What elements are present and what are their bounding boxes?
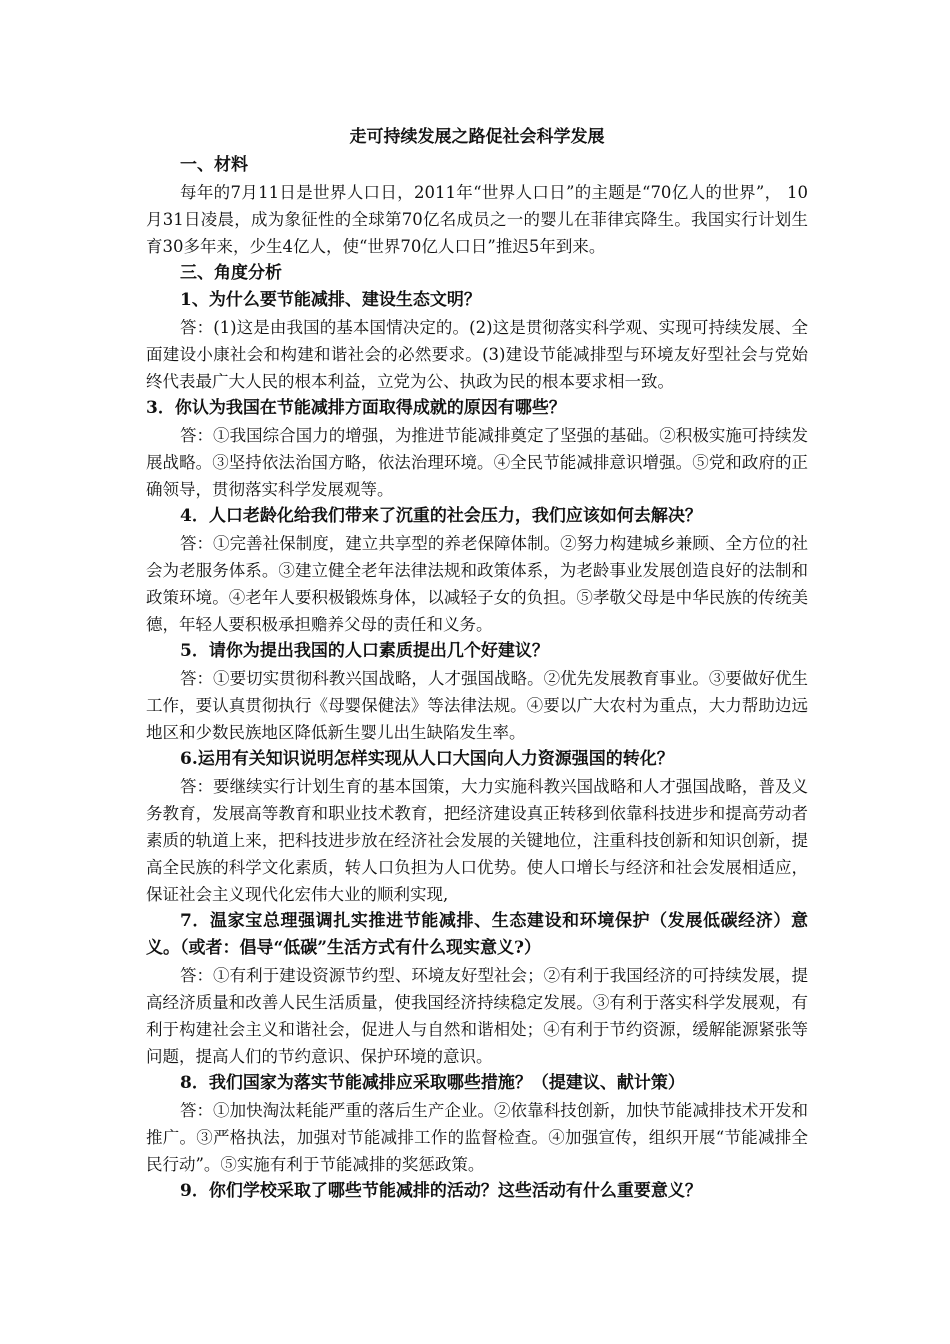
- question-9: 9．你们学校采取了哪些节能减排的活动？这些活动有什么重要意义？: [180, 1181, 702, 1201]
- question-5: 5．请你为提出我国的人口素质提出几个好建议？: [180, 641, 549, 661]
- question-3: 3．你认为我国在节能减排方面取得成就的原因有哪些？: [146, 398, 566, 418]
- document-title: 走可持续发展之路促社会科学发展: [349, 127, 605, 147]
- question-4: 4．人口老龄化给我们带来了沉重的社会压力，我们应该如何去解决？: [180, 506, 702, 526]
- answer-8: 答：①加快淘汰耗能严重的落后生产企业。②依靠科技创新，加快节能减排技术开发和推广。③严格执法，加强对节能减排工作的监督检查。④加强宣传，组织开展“节能减排全民行动”。⑤实施有利于节能减排的奖惩政策。: [146, 1101, 808, 1174]
- section-heading-analysis: 三、角度分析: [180, 263, 282, 283]
- question-8: 8．我们国家为落实节能减排应采取哪些措施？（提建议、献计策）: [180, 1073, 685, 1093]
- question-7: 7．温家宝总理强调扎实推进节能减排、生态建设和环境保护（发展低碳经济）意义。（或者：倡导“低碳”生活方式有什么现实意义?）: [146, 911, 808, 958]
- question-6: 6.运用有关知识说明怎样实现从人口大国向人力资源强国的转化？: [180, 749, 674, 769]
- answer-4: 答：①完善社保制度，建立共享型的养老保障体制。②努力构建城乡兼顾、全方位的社会为老服务体系。③建立健全老年法律法规和政策体系，为老龄事业发展创造良好的法制和政策环境。④老年人要积极锻炼身体，以减轻子女的负担。⑤孝敬父母是中华民族的传统美德，年轻人要积极承担赡养父母的责任和义务。: [146, 534, 808, 634]
- answer-5: 答：①要切实贯彻科教兴国战略，人才强国战略。②优先发展教育事业。③要做好优生工作，要认真贯彻执行《母婴保健法》等法律法规。④要以广大农村为重点，大力帮助边远地区和少数民族地区降低新生婴儿出生缺陷发生率。: [146, 669, 808, 742]
- document-page: [146, 122, 808, 1205]
- answer-3: 答：①我国综合国力的增强，为推进节能减排奠定了坚强的基础。②积极实施可持续发展战略。③坚持依法治国方略，依法治理环境。④全民节能减排意识增强。⑤党和政府的正确领导，贯彻落实科学发展观等。: [146, 426, 808, 499]
- answer-6: 答：要继续实行计划生育的基本国策，大力实施科教兴国战略和人才强国战略，普及义务教育，发展高等教育和职业技术教育，把经济建设真正转移到依靠科技进步和提高劳动者素质的轨道上来，把科技进步放在经济社会发展的关键地位，注重科技创新和知识创新，提高全民族的科学文化素质，转人口负担为人口优势。使人口增长与经济和社会发展相适应，保证社会主义现代化宏伟大业的顺利实现,: [146, 777, 808, 904]
- answer-1: 答：(1)这是由我国的基本国情决定的。(2)这是贯彻落实科学观、实现可持续发展、全面建设小康社会和构建和谐社会的必然要求。(3)建设节能减排型与环境友好型社会与党始终代表最广大人民的根本利益，立党为公、执政为民的根本要求相一致。: [146, 318, 808, 391]
- section-heading-material: 一、材料: [180, 155, 248, 175]
- answer-7: 答：①有利于建设资源节约型、环境友好型社会；②有利于我国经济的可持续发展，提高经济质量和改善人民生活质量，使我国经济持续稳定发展。③有利于落实科学发展观，有利于构建社会主义和谐社会，促进人与自然和谐相处；④有利于节约资源，缓解能源紧张等问题，提高人们的节约意识、保护环境的意识。: [146, 966, 808, 1066]
- material-paragraph: 每年的7月11日是世界人口日，2011年“世界人口日”的主题是“70亿人的世界”， 10月31日凌晨，成为象征性的全球第70亿名成员之一的婴儿在菲律宾降生。我国实行计划生育30多年来，少生4亿人，使“世界70亿人口日”推迟5年到来。: [146, 183, 808, 256]
- question-1: 1、为什么要节能减排、建设生态文明？: [180, 290, 481, 310]
